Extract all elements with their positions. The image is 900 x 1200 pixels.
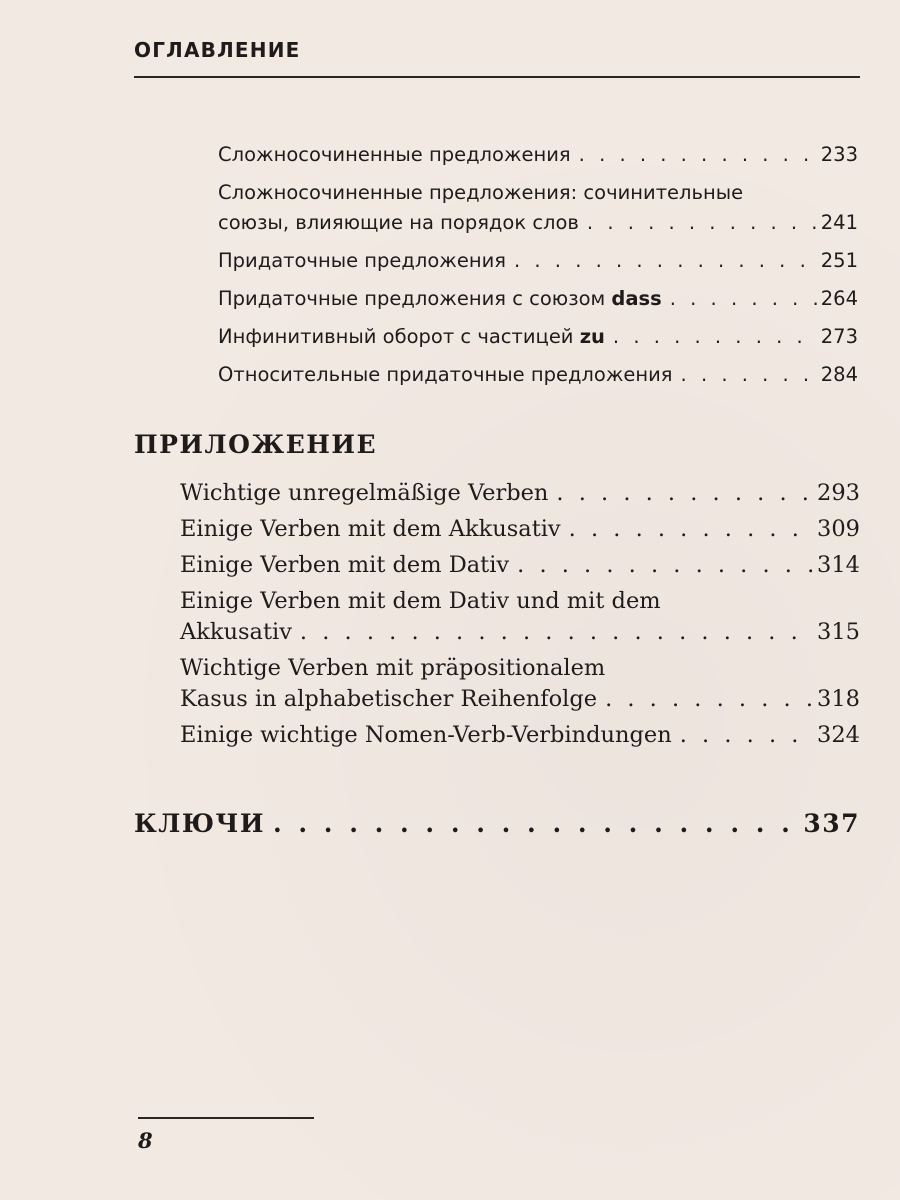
toc-entry-text-line1: Wichtige Verben mit präpositionalem bbox=[180, 655, 606, 681]
toc-leader-dots bbox=[680, 720, 813, 751]
toc-entry[interactable] bbox=[218, 284, 858, 314]
header-title: ОГЛАВЛЕНИЕ bbox=[134, 38, 301, 62]
toc-entry[interactable] bbox=[218, 322, 858, 352]
toc-entry-page: 309 bbox=[817, 516, 860, 542]
toc-entry[interactable] bbox=[180, 550, 860, 581]
footer-rule bbox=[138, 1117, 314, 1119]
appendix-toc-group bbox=[180, 478, 860, 756]
toc-entry[interactable] bbox=[180, 514, 860, 545]
toc-leader-dots bbox=[273, 806, 799, 842]
toc-leader-dots bbox=[514, 246, 817, 276]
toc-entry-page: 233 bbox=[820, 143, 858, 166]
toc-entry-text-line2: Akkusativ bbox=[180, 619, 292, 645]
toc-leader-dots bbox=[569, 514, 813, 545]
toc-entry-text: Einige Verben mit dem Dativ bbox=[180, 552, 510, 578]
toc-entry[interactable] bbox=[180, 586, 860, 648]
toc-entry[interactable] bbox=[218, 360, 858, 390]
toc-entry-text-line1: Сложносочиненные предложения: сочинительные bbox=[218, 181, 744, 204]
keys-section bbox=[134, 806, 860, 842]
toc-entry[interactable] bbox=[218, 178, 858, 238]
toc-leader-dots bbox=[556, 478, 813, 509]
toc-entry-page: 251 bbox=[820, 249, 858, 272]
toc-leader-dots bbox=[579, 140, 817, 170]
toc-entry-keyword: dass bbox=[611, 287, 662, 310]
toc-entry-page: 284 bbox=[820, 363, 858, 386]
toc-entry-page: 324 bbox=[817, 722, 860, 748]
toc-entry-text-line1: Einige Verben mit dem Dativ und mit dem bbox=[180, 588, 661, 614]
toc-entry-text-line2: Kasus in alphabetischer Reihenfolge bbox=[180, 686, 598, 712]
toc-entry-page: 314 bbox=[817, 552, 860, 578]
toc-entry-text-line2: союзы, влияющие на порядок слов bbox=[218, 211, 579, 234]
keys-section-title: КЛЮЧИ bbox=[134, 809, 265, 838]
toc-leader-dots bbox=[300, 617, 813, 648]
toc-entry-page: 264 bbox=[820, 287, 858, 310]
toc-leader-dots bbox=[517, 550, 813, 581]
toc-entry-page: 293 bbox=[817, 480, 860, 506]
toc-entry-text: Относительные придаточные предложения bbox=[218, 363, 673, 386]
toc-entry-page: 273 bbox=[820, 325, 858, 348]
toc-entry[interactable] bbox=[180, 478, 860, 509]
toc-entry-keyword: zu bbox=[579, 325, 605, 348]
page-header bbox=[134, 38, 860, 78]
toc-leader-dots bbox=[587, 208, 817, 238]
toc-entry-text: Придаточные предложения с союзом bbox=[218, 287, 612, 310]
toc-leader-dots bbox=[681, 360, 817, 390]
toc-entry[interactable] bbox=[218, 246, 858, 276]
toc-entry-text: Wichtige unregelmäßige Verben bbox=[180, 480, 549, 506]
toc-entry-page: 318 bbox=[817, 686, 860, 712]
header-rule bbox=[134, 76, 860, 78]
toc-entry-page: 241 bbox=[820, 211, 858, 234]
toc-entry-text: Инфинитивный оборот с частицей bbox=[218, 325, 580, 348]
appendix-section-title[interactable]: ПРИЛОЖЕНИЕ bbox=[134, 430, 378, 459]
toc-entry[interactable] bbox=[180, 720, 860, 751]
toc-leader-dots bbox=[670, 284, 817, 314]
toc-entry[interactable] bbox=[218, 140, 858, 170]
toc-entry-text: Einige Verben mit dem Akkusativ bbox=[180, 516, 561, 542]
toc-leader-dots bbox=[613, 322, 817, 352]
toc-leader-dots bbox=[605, 684, 813, 715]
toc-entry-keys[interactable] bbox=[134, 806, 860, 842]
toc-entry-text: Придаточные предложения bbox=[218, 249, 507, 272]
grammar-toc-group bbox=[218, 140, 858, 398]
toc-entry[interactable] bbox=[180, 653, 860, 715]
toc-entry-page: 315 bbox=[817, 619, 860, 645]
toc-entry-text: Einige wichtige Nomen-Verb-Verbindungen bbox=[180, 722, 672, 748]
toc-entry-page: 337 bbox=[803, 809, 860, 838]
page-number: 8 bbox=[138, 1128, 153, 1153]
toc-entry-text: Сложносочиненные предложения bbox=[218, 143, 571, 166]
